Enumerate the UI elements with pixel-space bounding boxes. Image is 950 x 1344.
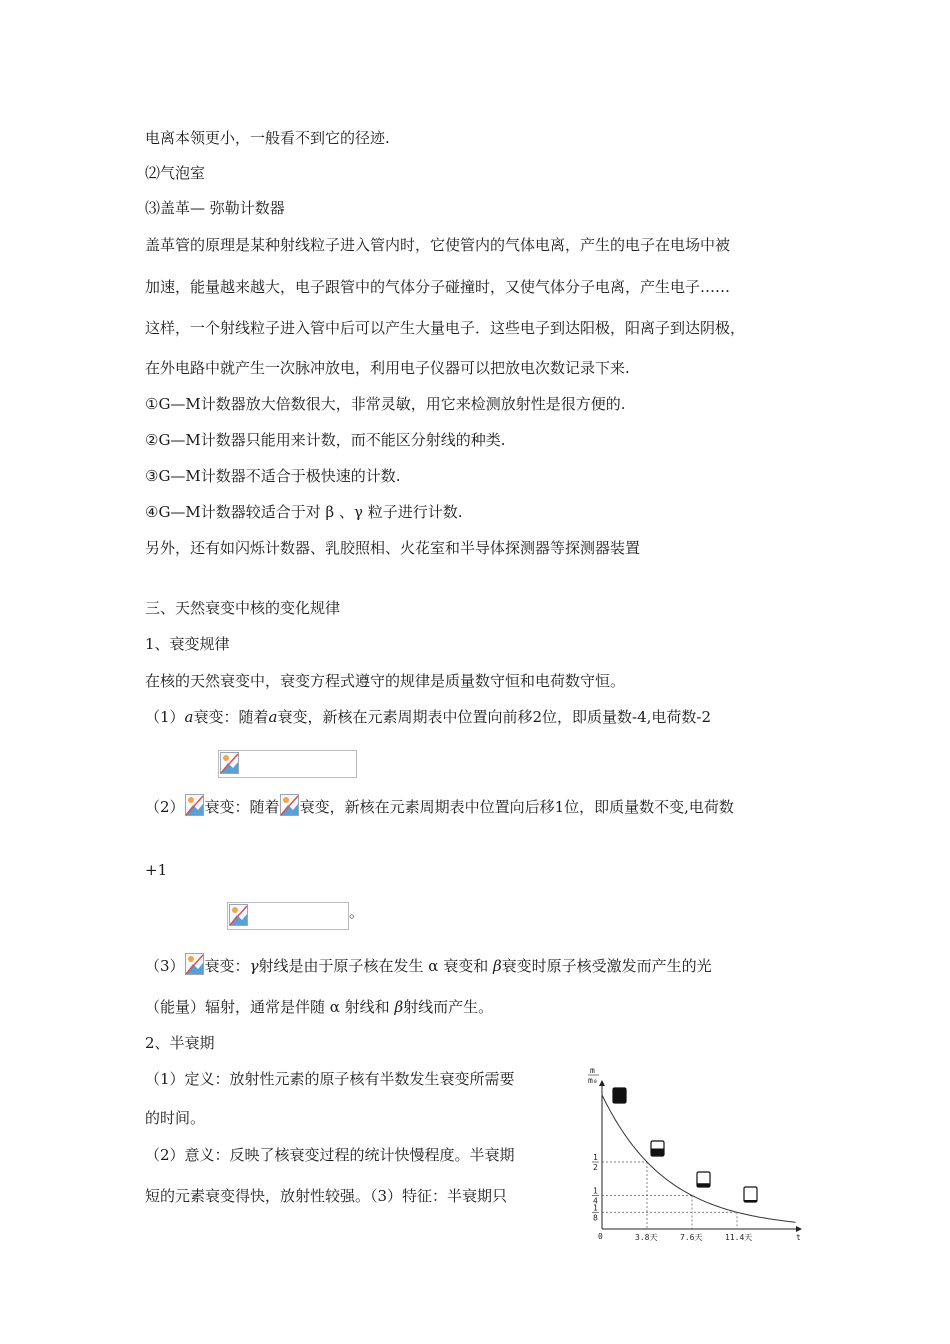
broken-image-icon	[229, 904, 249, 928]
broken-image-icon	[185, 794, 205, 818]
text-line: ④G—M计数器较适合于对 β 、γ 粒子进行计数.	[145, 503, 463, 521]
subsection-heading: 2、半衰期	[145, 1034, 215, 1052]
gamma-decay-line: （3） 衰变：γ射线是由于原子核在发生 α 衰变和 β衰变时原子核受激发而产生的光	[145, 953, 712, 977]
text-line: 短的元素衰变得快，放射性较强。（3）特征：半衰期只	[145, 1187, 508, 1205]
sample-beaker-fill	[744, 1200, 757, 1202]
broken-image-icon	[220, 752, 240, 776]
y-tick-label-den: 8	[593, 1213, 598, 1223]
text-line: ③G—M计数器不适合于极快速的计数.	[145, 467, 401, 485]
alpha-equation-image	[218, 750, 357, 778]
origin-label: 0	[598, 1232, 603, 1241]
text-line: 。	[349, 903, 365, 921]
broken-image-icon	[185, 953, 205, 977]
text-line: 在外电路中就产生一次脉冲放电，利用电子仪器可以把放电次数记录下来.	[145, 359, 630, 377]
subsection-heading: 1、衰变规律	[145, 635, 230, 653]
section-heading: 三、天然衰变中核的变化规律	[145, 599, 341, 617]
y-tick-label-num: 1	[593, 1203, 598, 1213]
text-line: ①G—M计数器放大倍数很大，非常灵敏，用它来检测放射性是很方便的.	[145, 395, 626, 413]
text-line: 加速，能量越来越大，电子跟管中的气体分子碰撞时，又使气体分子电离，产生电子……	[145, 278, 731, 296]
text-line: ⑵气泡室	[145, 164, 206, 182]
y-tick-label-num: 1	[593, 1153, 598, 1162]
y-axis-label-den: m₀	[588, 1076, 598, 1085]
text-line: ②G—M计数器只能用来计数，而不能区分射线的种类.	[145, 431, 506, 449]
text-line: （2）意义：反映了核衰变过程的统计快慢程度。半衰期	[145, 1146, 515, 1164]
sample-beaker-fill	[613, 1088, 626, 1103]
x-tick-label: 3.8天	[635, 1233, 658, 1242]
y-tick-label-den: 4	[593, 1196, 598, 1206]
sample-beaker	[744, 1187, 757, 1202]
half-life-graph	[583, 1065, 808, 1245]
text-line: 的时间。	[145, 1109, 206, 1127]
y-tick-label-num: 1	[593, 1186, 598, 1196]
text-line: （能量）辐射，通常是伴随 α 射线和 β射线而产生。	[145, 998, 494, 1016]
y-axis-label-num: m	[590, 1066, 595, 1075]
alpha-decay-line: （1）a衰变：随着a衰变，新核在元素周期表中位置向前移2位，即质量数-4,电荷数-2	[145, 708, 712, 726]
text-line: +1	[145, 861, 168, 879]
sample-beaker-fill	[697, 1183, 710, 1187]
text-line: 电离本领更小，一般看不到它的径迹.	[145, 129, 390, 147]
text-line: 盖革管的原理是某种射线粒子进入管内时，它使管内的气体电离，产生的电子在电场中被	[145, 236, 731, 254]
beta-decay-line: （2） 衰变：随着 衰变，新核在元素周期表中位置向后移1位，即质量数不变,电荷数	[145, 794, 734, 818]
x-tick-label: 11.4天	[725, 1233, 753, 1242]
text-line: 这样，一个射线粒子进入管中后可以产生大量电子．这些电子到达阳极，阳离子到达阴极，	[145, 319, 746, 337]
y-tick-label-den: 2	[593, 1163, 598, 1172]
decay-curve	[602, 1095, 796, 1222]
text-line: 在核的天然衰变中，衰变方程式遵守的规律是质量数守恒和电荷数守恒。	[145, 672, 626, 690]
text-line: （1）定义：放射性元素的原子核有半数发生衰变所需要	[145, 1070, 515, 1088]
text-line: 另外，还有如闪烁计数器、乳胶照相、火花室和半导体探测器等探测器装置	[145, 539, 641, 557]
x-axis-label: t	[796, 1233, 801, 1242]
broken-image-icon	[280, 794, 300, 818]
beta-equation-image	[227, 902, 349, 930]
x-tick-label: 7.6天	[680, 1233, 703, 1242]
text-line: ⑶盖革— 弥勒计数器	[145, 199, 285, 217]
sample-beaker-fill	[651, 1149, 664, 1157]
